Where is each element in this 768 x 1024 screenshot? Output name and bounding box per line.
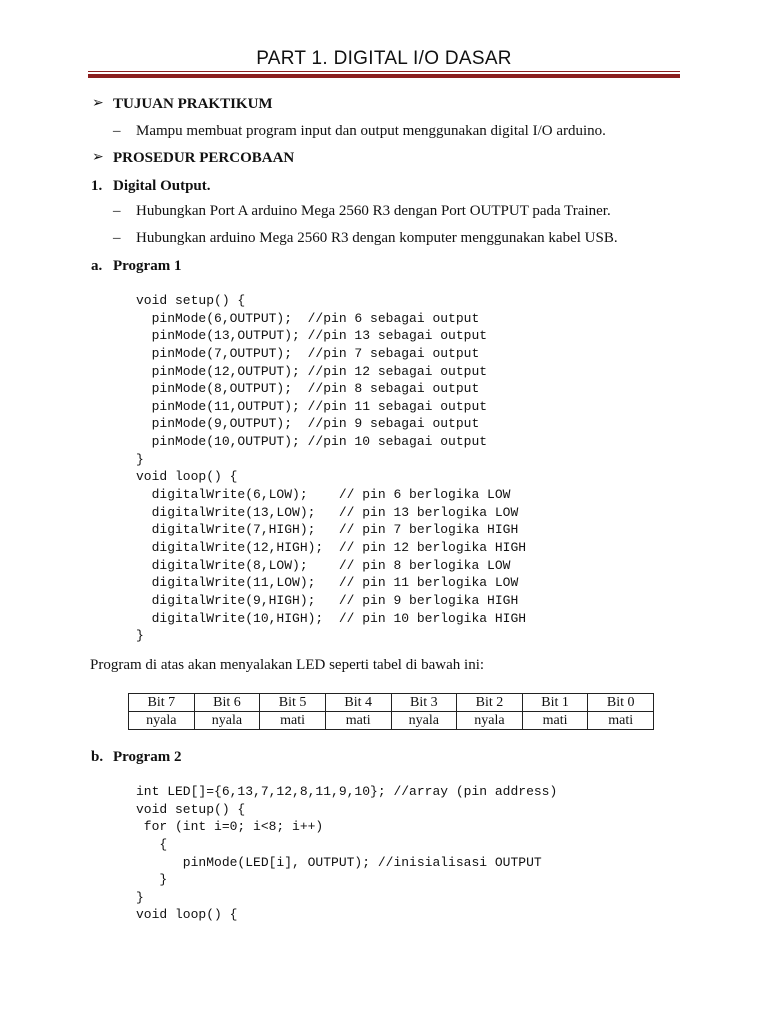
table-cell: mati <box>260 712 326 730</box>
code-line: pinMode(6,OUTPUT); //pin 6 sebagai output <box>136 310 480 326</box>
subsection-heading-digital-output: Digital Output. <box>113 178 211 194</box>
code-line: void loop() { <box>136 469 238 485</box>
table-cell: mati <box>522 712 588 730</box>
code-line: digitalWrite(9,HIGH); // pin 9 berlogika HIGH <box>136 592 519 608</box>
code-line: digitalWrite(7,HIGH); // pin 7 berlogika HIGH <box>136 522 519 538</box>
section-heading-tujuan: TUJUAN PRAKTIKUM <box>113 96 273 112</box>
table-header-cell: Bit 0 <box>588 694 654 712</box>
code-line: { <box>136 836 168 852</box>
code-line: pinMode(LED[i], OUTPUT); //inisialisasi OUTPUT <box>136 854 542 870</box>
list-number: 1. <box>91 178 103 194</box>
code-line: pinMode(9,OUTPUT); //pin 9 sebagai output <box>136 416 480 432</box>
table-header-cell: Bit 6 <box>194 694 260 712</box>
table-cell: mati <box>588 712 654 730</box>
tujuan-item: Mampu membuat program input dan output menggunakan digital I/O arduino. <box>136 123 606 139</box>
table-header-cell: Bit 3 <box>391 694 457 712</box>
code-line: digitalWrite(12,HIGH); // pin 12 berlogika HIGH <box>136 539 527 555</box>
list-label: a. <box>91 258 103 274</box>
code-line: } <box>136 628 144 644</box>
table-cell: mati <box>325 712 391 730</box>
title-rule-thin <box>88 71 680 72</box>
code-line: int LED[]={6,13,7,12,8,11,9,10}; //array (pin address) <box>136 784 558 799</box>
code-line: for (int i=0; i<8; i++) <box>136 819 324 835</box>
procedure-item: Hubungkan arduino Mega 2560 R3 dengan komputer menggunakan kabel USB. <box>136 230 618 246</box>
table-header-row <box>129 694 654 712</box>
dash-bullet-icon: – <box>113 203 121 219</box>
code-line: pinMode(13,OUTPUT); //pin 13 sebagai output <box>136 328 488 344</box>
title-rule-thick <box>88 74 680 78</box>
dash-bullet-icon: – <box>113 123 121 139</box>
code-line: digitalWrite(10,HIGH); // pin 10 berlogika HIGH <box>136 610 527 626</box>
code-line: pinMode(12,OUTPUT); //pin 12 sebagai output <box>136 363 488 379</box>
code-line: } <box>136 872 168 888</box>
section-heading-prosedur: PROSEDUR PERCOBAAN <box>113 150 295 166</box>
table-cell: nyala <box>457 712 523 730</box>
procedure-item: Hubungkan Port A arduino Mega 2560 R3 dengan Port OUTPUT pada Trainer. <box>136 203 611 219</box>
code-block-program-1 <box>136 292 526 645</box>
table-cell: nyala <box>194 712 260 730</box>
table-header-cell: Bit 2 <box>457 694 523 712</box>
code-line: pinMode(7,OUTPUT); //pin 7 sebagai output <box>136 345 480 361</box>
list-label: b. <box>91 749 104 765</box>
code-line: } <box>136 889 144 905</box>
table-header-cell: Bit 5 <box>260 694 326 712</box>
arrow-bullet-icon: ➢ <box>92 96 104 111</box>
code-line: pinMode(8,OUTPUT); //pin 8 sebagai output <box>136 381 480 397</box>
program-heading-1: Program 1 <box>113 258 182 274</box>
code-block-program-2 <box>136 783 557 924</box>
page-title: PART 1. DIGITAL I/O DASAR <box>256 48 512 69</box>
code-line: digitalWrite(11,LOW); // pin 11 berlogika LOW <box>136 575 519 591</box>
arrow-bullet-icon: ➢ <box>92 150 104 165</box>
table-row <box>129 712 654 730</box>
table-header-cell: Bit 4 <box>325 694 391 712</box>
table-cell: nyala <box>391 712 457 730</box>
code-line: void setup() { <box>136 801 246 817</box>
table-cell: nyala <box>129 712 195 730</box>
code-line: } <box>136 451 144 467</box>
code-line: void setup() { <box>136 293 246 308</box>
led-table <box>128 693 654 730</box>
program-heading-2: Program 2 <box>113 749 182 765</box>
dash-bullet-icon: – <box>113 230 121 246</box>
code-line: pinMode(11,OUTPUT); //pin 11 sebagai output <box>136 398 488 414</box>
code-line: pinMode(10,OUTPUT); //pin 10 sebagai output <box>136 434 488 450</box>
table-header-cell: Bit 7 <box>129 694 195 712</box>
code-line: digitalWrite(6,LOW); // pin 6 berlogika LOW <box>136 487 511 503</box>
code-line: digitalWrite(13,LOW); // pin 13 berlogika LOW <box>136 504 519 520</box>
table-caption: Program di atas akan menyalakan LED seperti tabel di bawah ini: <box>90 657 485 673</box>
code-line: void loop() { <box>136 907 238 923</box>
code-line: digitalWrite(8,LOW); // pin 8 berlogika LOW <box>136 557 511 573</box>
table-header-cell: Bit 1 <box>522 694 588 712</box>
